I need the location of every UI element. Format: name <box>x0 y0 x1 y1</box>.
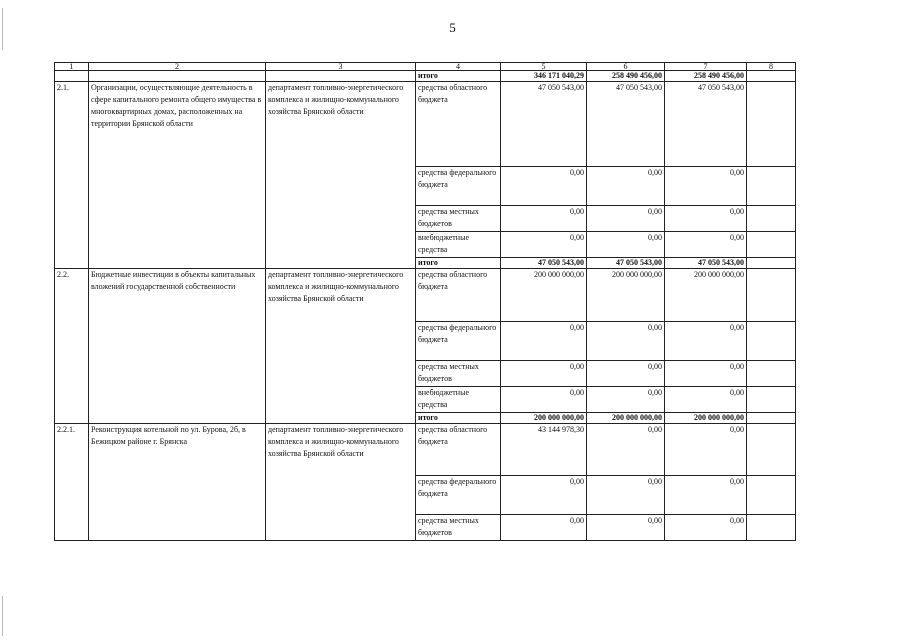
table-row <box>55 71 796 82</box>
amount: 0,00 <box>665 232 747 258</box>
column-header: 2 <box>89 63 266 71</box>
funding-source: средства областного бюджета <box>416 269 501 322</box>
funding-source: средства федерального бюджета <box>416 476 501 515</box>
amount: 47 050 543,00 <box>665 82 747 167</box>
column-header: 4 <box>416 63 501 71</box>
funding-source: средства местных бюджетов <box>416 361 501 387</box>
amount: 0,00 <box>665 206 747 232</box>
item-executor: департамент топливно-энергетического комплекса и жилищно-коммунального хозяйства Брянской области <box>266 269 416 424</box>
item-name: Организации, осуществляющие деятельность в сфере капитального ремонта общего имущества в многоквартирных домах, расположенных на территории Брянской области <box>89 82 266 269</box>
amount: 0,00 <box>665 387 747 413</box>
item-executor: департамент топливно-энергетического комплекса и жилищно-коммунального хозяйства Брянской области <box>266 424 416 541</box>
amount: 0,00 <box>587 232 665 258</box>
funding-source: внебюджетные средства <box>416 387 501 413</box>
column-header: 3 <box>266 63 416 71</box>
amount: 0,00 <box>501 167 587 206</box>
total-value: 200 000 000,00 <box>587 413 665 424</box>
amount: 200 000 000,00 <box>665 269 747 322</box>
item-code: 2.2.1. <box>55 424 89 541</box>
amount: 0,00 <box>587 476 665 515</box>
amount: 0,00 <box>501 476 587 515</box>
column-header: 7 <box>665 63 747 71</box>
amount: 0,00 <box>501 232 587 258</box>
amount: 200 000 000,00 <box>501 269 587 322</box>
amount: 0,00 <box>501 515 587 541</box>
amount: 0,00 <box>501 206 587 232</box>
table-row <box>55 269 796 322</box>
amount: 0,00 <box>587 361 665 387</box>
item-name: Реконструкция котельной по ул. Бурова, 2б, в Бежицком районе г. Брянска <box>89 424 266 541</box>
funding-source: средства областного бюджета <box>416 424 501 476</box>
total-value: 258 490 456,00 <box>665 71 747 82</box>
amount: 0,00 <box>587 424 665 476</box>
amount: 0,00 <box>587 515 665 541</box>
amount: 0,00 <box>665 424 747 476</box>
amount: 0,00 <box>665 515 747 541</box>
item-name: Бюджетные инвестиции в объекты капитальных вложений государственной собственности <box>89 269 266 424</box>
amount: 47 050 543,00 <box>501 82 587 167</box>
column-header: 6 <box>587 63 665 71</box>
funding-source: внебюджетные средства <box>416 232 501 258</box>
funding-source: средства местных бюджетов <box>416 515 501 541</box>
amount: 200 000 000,00 <box>587 269 665 322</box>
column-header: 5 <box>501 63 587 71</box>
scan-edge-mark-bottom <box>2 596 3 636</box>
amount: 0,00 <box>665 322 747 361</box>
column-header: 1 <box>55 63 89 71</box>
page-number: 5 <box>449 20 456 35</box>
total-value: 47 050 543,00 <box>587 258 665 269</box>
funding-source: средства местных бюджетов <box>416 206 501 232</box>
total-label: итого <box>416 413 501 424</box>
amount: 47 050 543,00 <box>587 82 665 167</box>
budget-table <box>54 62 796 541</box>
item-executor: департамент топливно-энергетического комплекса и жилищно-коммунального хозяйства Брянской области <box>266 82 416 269</box>
item-code: 2.2. <box>55 269 89 424</box>
amount: 0,00 <box>665 361 747 387</box>
amount: 0,00 <box>587 387 665 413</box>
amount: 0,00 <box>587 167 665 206</box>
total-label: итого <box>416 258 501 269</box>
total-value: 200 000 000,00 <box>665 413 747 424</box>
amount: 0,00 <box>665 167 747 206</box>
column-header-row <box>55 63 796 71</box>
funding-source: средства областного бюджета <box>416 82 501 167</box>
amount: 0,00 <box>587 206 665 232</box>
amount: 43 144 978,30 <box>501 424 587 476</box>
total-value: 346 171 040,29 <box>501 71 587 82</box>
total-value: 47 050 543,00 <box>501 258 587 269</box>
amount: 0,00 <box>665 476 747 515</box>
total-label: итого <box>416 71 501 82</box>
column-header: 8 <box>747 63 796 71</box>
total-value: 200 000 000,00 <box>501 413 587 424</box>
amount: 0,00 <box>587 322 665 361</box>
amount: 0,00 <box>501 322 587 361</box>
item-code: 2.1. <box>55 82 89 269</box>
total-value: 47 050 543,00 <box>665 258 747 269</box>
table-row <box>55 424 796 476</box>
amount: 0,00 <box>501 387 587 413</box>
table-row <box>55 82 796 167</box>
funding-source: средства федерального бюджета <box>416 322 501 361</box>
total-value: 258 490 456,00 <box>587 71 665 82</box>
funding-source: средства федерального бюджета <box>416 167 501 206</box>
amount: 0,00 <box>501 361 587 387</box>
